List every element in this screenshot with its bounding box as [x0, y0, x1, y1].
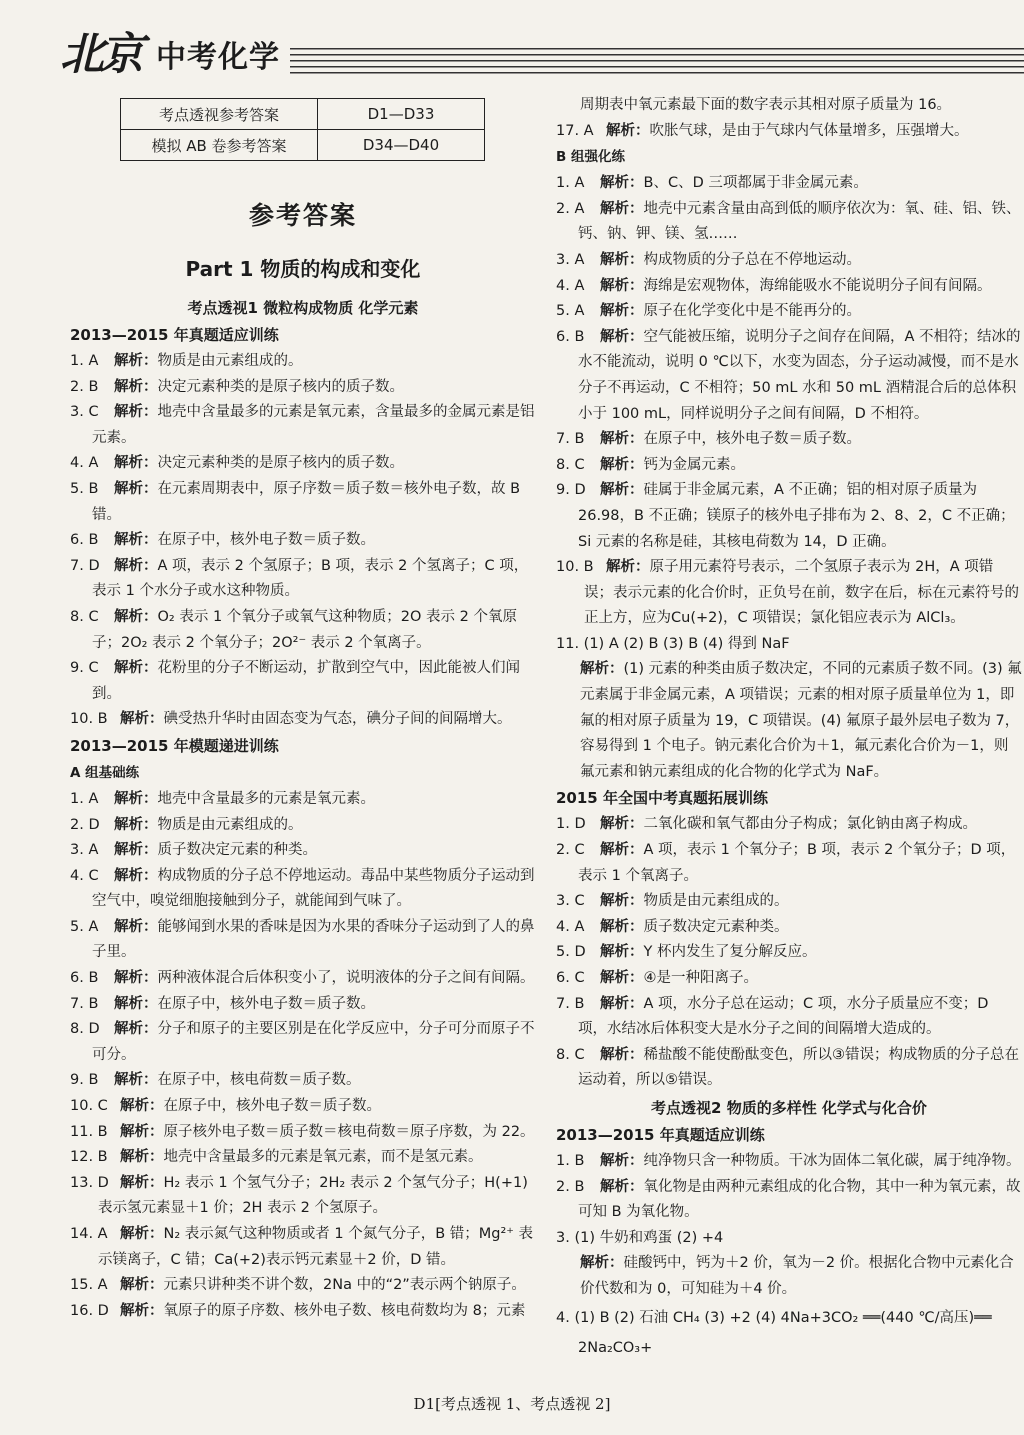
answer-number: 11. B — [70, 1123, 108, 1140]
answer-number: 7. B — [70, 995, 99, 1012]
answer-number: 4. A — [556, 918, 585, 935]
answer-item-3: 3. (1) 牛奶和鸡蛋 (2) +4 — [556, 1229, 724, 1246]
analysis-label: 解析： — [600, 1178, 644, 1195]
analysis-label: 解析： — [114, 532, 158, 549]
answer-item — [556, 171, 1022, 197]
answer-item — [556, 966, 1022, 992]
analysis-text: 硅酸钙中，钙为＋2 价，氧为－2 价。根据化合物中元素化合价代数和为 0，可知硅为＋4 价。 — [580, 1255, 1014, 1297]
answer-item — [70, 528, 536, 554]
analysis-label: 解析： — [114, 480, 158, 497]
answer-list — [70, 787, 536, 1324]
analysis-label: 解析： — [114, 995, 158, 1012]
answer-number: 7. B — [556, 995, 585, 1012]
answer-number: 1. D — [556, 816, 586, 833]
analysis-label: 解析： — [114, 353, 158, 369]
answer-item — [556, 915, 1022, 941]
analysis-label: 解析： — [120, 1098, 164, 1115]
answer-explanation: 在原子中，核外电子数＝质子数。 — [643, 431, 861, 448]
answer-explanation: 花粉里的分子不断运动，扩散到空气中，因此能被人们闻到。 — [92, 660, 520, 702]
subsection-title: 2013—2015 年真题适应训练 — [556, 1125, 765, 1144]
analysis-label: 解析： — [120, 1302, 164, 1319]
analysis-label: 解析： — [600, 842, 644, 859]
answer-explanation: 构成物质的分子总在不停地运动。 — [643, 251, 861, 268]
answer-item — [70, 864, 536, 915]
answer-item — [70, 1120, 536, 1146]
answer-item — [556, 1043, 1022, 1094]
answer-number: 8. C — [556, 456, 585, 473]
brand-logo: 北京 — [60, 29, 140, 80]
answer-explanation: ④是一种阳离子。 — [643, 970, 758, 986]
answer-item — [556, 992, 1022, 1043]
answer-number: 10. B — [70, 711, 108, 728]
answer-list — [70, 349, 536, 733]
contents-pages: D1—D33 — [318, 99, 485, 130]
answer-explanation: 海绵是宏观物体，海绵能吸水不能说明分子间有间隔。 — [643, 277, 992, 294]
analysis-label: 解析： — [600, 482, 644, 499]
answer-number: 1. B — [556, 1152, 585, 1169]
answer-item — [556, 812, 1022, 838]
answer-item — [556, 248, 1022, 274]
answer-item — [556, 1149, 1022, 1175]
answer-number: 6. B — [70, 532, 99, 549]
section-title: 考点透视2 物质的多样性 化学式与化合价 — [651, 1098, 927, 1117]
answer-item — [70, 1171, 536, 1222]
answer-explanation: 在原子中，核外电子数＝质子数。 — [157, 532, 375, 549]
part-title: Part 1 物质的构成和变化 — [185, 257, 421, 281]
answer-item — [70, 1094, 536, 1120]
answer-explanation: 物质是由元素组成的。 — [643, 893, 789, 910]
answer-explanation: 碘受热升华时由固态变为气态，碘分子间的间隔增大。 — [163, 711, 512, 728]
analysis-label: 解析： — [114, 378, 158, 395]
analysis-label: 解析： — [114, 557, 158, 574]
contents-row — [121, 99, 485, 130]
analysis-label: 解析： — [600, 970, 644, 986]
analysis-label: 解析： — [120, 1226, 164, 1242]
answer-item — [70, 1145, 536, 1171]
analysis-label: 解析： — [114, 1072, 158, 1089]
answer-item — [70, 813, 536, 839]
answer-number: 9. B — [70, 1072, 99, 1089]
answer-item — [556, 889, 1022, 915]
answer-explanation: 氧原子的原子序数、核外电子数、核电荷数均为 8；元素 — [163, 1302, 526, 1319]
answer-number: 17. A — [556, 122, 594, 139]
analysis-label: 解析： — [120, 1277, 164, 1294]
answer-number: 3. A — [556, 251, 585, 268]
answer-number: 5. D — [556, 944, 586, 961]
analysis-label: 解析： — [600, 277, 644, 294]
analysis-label: 解析： — [114, 867, 158, 884]
answer-explanation: 二氧化碳和氧气都由分子构成；氯化钠由离子构成。 — [643, 816, 977, 833]
analysis-label: 解析： — [120, 1149, 164, 1166]
answer-item — [70, 451, 536, 477]
answer-number: 2. D — [70, 816, 100, 833]
analysis-label: 解析： — [600, 303, 644, 320]
answer-item — [556, 299, 1022, 325]
answer-list — [556, 119, 1022, 145]
answer-number: 2. B — [70, 378, 99, 395]
answer-explanation: 在原子中，核外电子数＝质子数。 — [157, 995, 375, 1012]
answer-list — [556, 171, 1022, 632]
analysis-label: 解析： — [600, 456, 644, 473]
answer-number: 5. A — [556, 303, 585, 320]
answer-explanation: 分子和原子的主要区别是在化学反应中，分子可分而原子不可分。 — [92, 1021, 535, 1063]
answer-explanation: 质子数决定元素种类。 — [643, 918, 789, 935]
analysis-label: 解析： — [600, 918, 644, 935]
answer-explanation: 空气能被压缩，说明分子之间存在间隔，A 不相符；结冰的水不能流动，说明 0 ℃以下，水变为固态，分子运动减慢，而不是水分子不再运动，C 不相符；50 mL 水和 50 mL 酒精混合后的总体积小于 100 mL，同样说明分子之间有间隔，D 不相符。 — [578, 328, 1021, 422]
answer-item — [556, 1175, 1022, 1226]
subsection-title: 2015 年全国中考真题拓展训练 — [556, 789, 768, 808]
main-title: 参考答案 — [248, 201, 357, 230]
answer-item — [556, 427, 1022, 453]
answer-explanation: 纯净物只含一种物质。干冰为固体二氧化碳，属于纯净物。 — [643, 1152, 1021, 1169]
right-column — [556, 93, 1022, 1363]
answer-explanation: 硅属于非金属元素，A 不正确；铝的相对原子质量为 26.98，B 不正确；镁原子的核外电子排布为 2、8、2，C 不正确；Si 元素的名称是硅，其核电荷数为 14，D 正确。 — [578, 482, 1015, 550]
answer-explanation: 地壳中含量最多的元素是氧元素，含量最多的金属元素是铝元素。 — [92, 404, 535, 446]
analysis-label: 解析： — [114, 970, 158, 987]
answer-number: 1. A — [70, 353, 99, 369]
answer-number: 1. A — [70, 790, 99, 807]
analysis-label: 解析： — [600, 175, 644, 192]
answer-item — [70, 349, 536, 375]
answer-item — [556, 555, 1022, 632]
answer-number: 8. D — [70, 1021, 100, 1038]
page-header — [60, 28, 1024, 88]
answer-explanation: Y 杯内发生了复分解反应。 — [643, 944, 817, 961]
answer-item — [70, 992, 536, 1018]
header-rule-lines — [290, 48, 1024, 76]
analysis-label: 解析： — [120, 1123, 164, 1140]
answer-number: 10. C — [70, 1098, 108, 1115]
answer-explanation: 物质是由元素组成的。 — [157, 816, 303, 833]
answer-number: 14. A — [70, 1226, 108, 1242]
answer-item — [70, 915, 536, 966]
analysis-label: 解析： — [600, 431, 644, 448]
answer-explanation: 决定元素种类的是原子核内的质子数。 — [157, 378, 404, 395]
answer-number: 9. D — [556, 482, 586, 499]
answer-number: 5. B — [70, 480, 99, 497]
analysis-label: 解析： — [114, 842, 158, 859]
answer-explanation — [556, 657, 1022, 785]
answer-explanation: 原子核外电子数＝质子数＝核电荷数＝原子序数，为 22。 — [163, 1123, 535, 1140]
analysis-label: 解析： — [600, 893, 644, 910]
answer-number: 8. C — [556, 1046, 585, 1063]
subsection-title: 2013—2015 年模题递进训练 — [70, 736, 279, 755]
analysis-label: 解析： — [600, 1046, 644, 1063]
answer-explanation: A 项，水分子总在运动；C 项，水分子质量应不变；D 项，水结冰后体积变大是水分子之间的间隔增大造成的。 — [578, 995, 989, 1038]
answer-explanation: A 项，表示 2 个氢原子；B 项，表示 2 个氢离子；C 项，表示 1 个水分子或水这种物质。 — [92, 557, 529, 600]
answer-explanation — [556, 1251, 1022, 1302]
answer-item — [556, 197, 1022, 248]
answer-item — [70, 707, 536, 733]
answer-number: 2. A — [556, 200, 585, 217]
answer-explanation: 物质是由元素组成的。 — [157, 353, 303, 369]
answer-number: 15. A — [70, 1277, 108, 1294]
answer-item — [70, 838, 536, 864]
answer-item — [70, 477, 536, 528]
brand-title: 中考化学 — [156, 40, 280, 75]
answer-explanation: 地壳中含量最多的元素是氧元素，而不是氢元素。 — [163, 1149, 483, 1166]
analysis-label: 解析： — [600, 816, 644, 833]
answer-item — [556, 940, 1022, 966]
answer-item — [556, 325, 1022, 427]
answer-number: 3. C — [70, 404, 99, 421]
answer-number: 4. A — [70, 455, 99, 472]
contents-label: 考点透视参考答案 — [121, 99, 318, 130]
answer-number: 3. A — [70, 842, 99, 859]
answer-explanation: 地壳中元素含量由高到低的顺序依次为：氧、硅、铝、铁、钙、钠、钾、镁、氢…… — [578, 200, 1021, 243]
answer-number: 1. A — [556, 175, 585, 192]
answer-number: 3. C — [556, 893, 585, 910]
answer-item — [70, 1222, 536, 1273]
page-footer: D1[考点透视 1、考点透视 2] — [413, 1395, 611, 1413]
analysis-label: 解析： — [606, 559, 650, 576]
answer-explanation: 决定元素种类的是原子核内的质子数。 — [157, 455, 404, 472]
answer-number: 13. D — [70, 1174, 109, 1191]
left-column — [70, 194, 536, 1324]
analysis-label: 解析： — [600, 200, 644, 217]
analysis-label: 解析： — [114, 455, 158, 472]
answer-explanation: 原子在化学变化中是不能再分的。 — [643, 303, 861, 320]
answer-item — [70, 554, 536, 605]
answer-explanation: O₂ 表示 1 个氧分子或氧气这种物质；2O 表示 2 个氧原子；2O₂ 表示 2 个氧分子；2O²⁻ 表示 2 个氧离子。 — [92, 608, 517, 651]
analysis-label: 解析： — [114, 918, 158, 935]
answer-item — [70, 605, 536, 656]
answer-number: 5. A — [70, 918, 99, 935]
answer-number: 7. B — [556, 431, 585, 448]
answer-number: 6. C — [556, 970, 585, 986]
analysis-label: 解析： — [114, 404, 158, 421]
answer-explanation: 稀盐酸不能使酚酞变色，所以③错误；构成物质的分子总在运动着，所以⑤错误。 — [578, 1046, 1019, 1089]
answer-item — [556, 453, 1022, 479]
answer-item — [70, 400, 536, 451]
answer-item — [70, 375, 536, 401]
answer-item-11: 11. (1) A (2) B (3) B (4) 得到 NaF — [556, 635, 790, 652]
analysis-label: 解析： — [120, 711, 164, 728]
answer-explanation: 质子数决定元素的种类。 — [157, 842, 317, 859]
contents-table — [120, 98, 485, 161]
analysis-label: 解析： — [600, 1152, 644, 1169]
answer-number: 4. C — [70, 867, 99, 884]
answer-explanation: 在原子中，核外电子数＝质子数。 — [163, 1098, 381, 1115]
answer-explanation: 在原子中，核电荷数＝质子数。 — [157, 1072, 361, 1089]
answer-item — [70, 1299, 536, 1325]
answer-number: 16. D — [70, 1302, 109, 1319]
answer-number: 7. D — [70, 557, 100, 574]
answer-explanation: H₂ 表示 1 个氢气分子；2H₂ 表示 2 个氢气分子；H(+1)表示氢元素显＋1 价；2H 表示 2 个氢原子。 — [98, 1174, 528, 1217]
analysis-label: 解析： — [120, 1174, 164, 1191]
answer-number: 2. B — [556, 1178, 585, 1195]
analysis-label: 解析： — [114, 790, 158, 807]
analysis-label: 解析： — [600, 944, 644, 961]
analysis-label: 解析： — [580, 661, 624, 678]
answer-explanation: 在元素周期表中，原子序数＝质子数＝核外电子数，故 B 错。 — [92, 480, 521, 523]
answer-item — [556, 838, 1022, 889]
answer-item — [556, 478, 1022, 555]
answer-number: 10. B — [556, 559, 594, 576]
answer-explanation: 元素只讲种类不讲个数，2Na 中的“2”表示两个钠原子。 — [163, 1277, 526, 1294]
answer-number: 6. B — [70, 970, 99, 987]
answer-number: 8. C — [70, 608, 99, 625]
answer-item — [70, 1068, 536, 1094]
answer-explanation: 地壳中含量最多的元素是氧元素。 — [157, 790, 375, 807]
answer-explanation: N₂ 表示氮气这种物质或者 1 个氮气分子，B 错；Mg²⁺ 表示镁离子，C 错；Ca(+2)表示钙元素显＋2 价，D 错。 — [98, 1226, 534, 1268]
analysis-label: 解析： — [114, 816, 158, 833]
answer-number: 6. B — [556, 328, 585, 345]
answer-number: 12. B — [70, 1149, 108, 1166]
analysis-label: 解析： — [114, 1021, 158, 1038]
answer-item — [70, 1017, 536, 1068]
analysis-label: 解析： — [600, 328, 644, 345]
answer-item-4: 4. (1) B (2) 石油 CH₄ (3) +2 (4) 4Na+3CO₂ ══(440 ℃/高压)══ 2Na₂CO₃+ — [556, 1309, 992, 1356]
section-title: 考点透视1 微粒构成物质 化学元素 — [187, 299, 419, 317]
analysis-label: 解析： — [606, 122, 650, 139]
answer-explanation: 构成物质的分子总不停地运动。毒品中某些物质分子运动到空气中，嗅觉细胞接触到分子，就能闻到气味了。 — [92, 867, 535, 910]
answer-item — [70, 1273, 536, 1299]
contents-pages: D34—D40 — [318, 130, 485, 161]
answer-number: 9. C — [70, 660, 99, 677]
analysis-text: (1) 元素的种类由质子数决定，不同的元素质子数不同。(3) 氟元素属于非金属元素，A 项错误；元素的相对原子质量单位为 1，即氟的相对原子质量为 19，C 项错误。(4) 氟原子最外层电子数为 7，容易得到 1 个电子。钠元素化合价为＋1，氟元素化合价为－1，则氟元素和钠元素组成的化合物的化学式为 NaF。 — [580, 661, 1022, 780]
answer-explanation: 钙为金属元素。 — [643, 456, 745, 473]
group-title: A 组基础练 — [70, 764, 140, 781]
answer-explanation: 能够闻到水果的香味是因为水果的香味分子运动到了人的鼻子里。 — [92, 918, 535, 961]
answer-explanation: 两种液体混合后体积变小了，说明液体的分子之间有间隔。 — [157, 970, 535, 987]
contents-label: 模拟 AB 卷参考答案 — [121, 130, 318, 161]
answer-item — [556, 119, 1022, 145]
subsection-title: 2013—2015 年真题适应训练 — [70, 326, 279, 344]
answer-continuation: 周期表中氧元素最下面的数字表示其相对原子质量为 16。 — [580, 97, 952, 113]
answer-item — [556, 274, 1022, 300]
contents-row — [121, 130, 485, 161]
analysis-label: 解析： — [114, 660, 158, 677]
analysis-label: 解析： — [600, 251, 644, 268]
answer-list — [556, 812, 1022, 1094]
answer-explanation: 氧化物是由两种元素组成的化合物，其中一种为氧元素，故可知 B 为氧化物。 — [578, 1178, 1021, 1221]
answer-item — [70, 656, 536, 707]
analysis-label: 解析： — [600, 995, 644, 1012]
answer-explanation: A 项，表示 1 个氧分子；B 项，表示 2 个氧分子；D 项，表示 1 个氧离子。 — [578, 842, 1016, 884]
answer-explanation: 原子用元素符号表示，二个氢原子表示为 2H，A 项错误；表示元素的化合价时，正负号在前，数字在后，标在元素符号的正上方，应为Cu(+2)，C 项错误；氯化铝应表示为 AlCl₃。 — [584, 559, 1019, 627]
analysis-label: 解析： — [114, 608, 158, 625]
answer-item — [70, 966, 536, 992]
analysis-label: 解析： — [580, 1255, 624, 1272]
group-title: B 组强化练 — [556, 149, 625, 166]
answer-explanation: 吹胀气球，是由于气球内气体量增多，压强增大。 — [649, 122, 969, 139]
answer-list — [556, 1149, 1022, 1226]
answer-explanation: B、C、D 三项都属于非金属元素。 — [643, 175, 868, 192]
answer-number: 4. A — [556, 277, 585, 294]
answer-number: 2. C — [556, 842, 585, 859]
answer-item — [70, 787, 536, 813]
